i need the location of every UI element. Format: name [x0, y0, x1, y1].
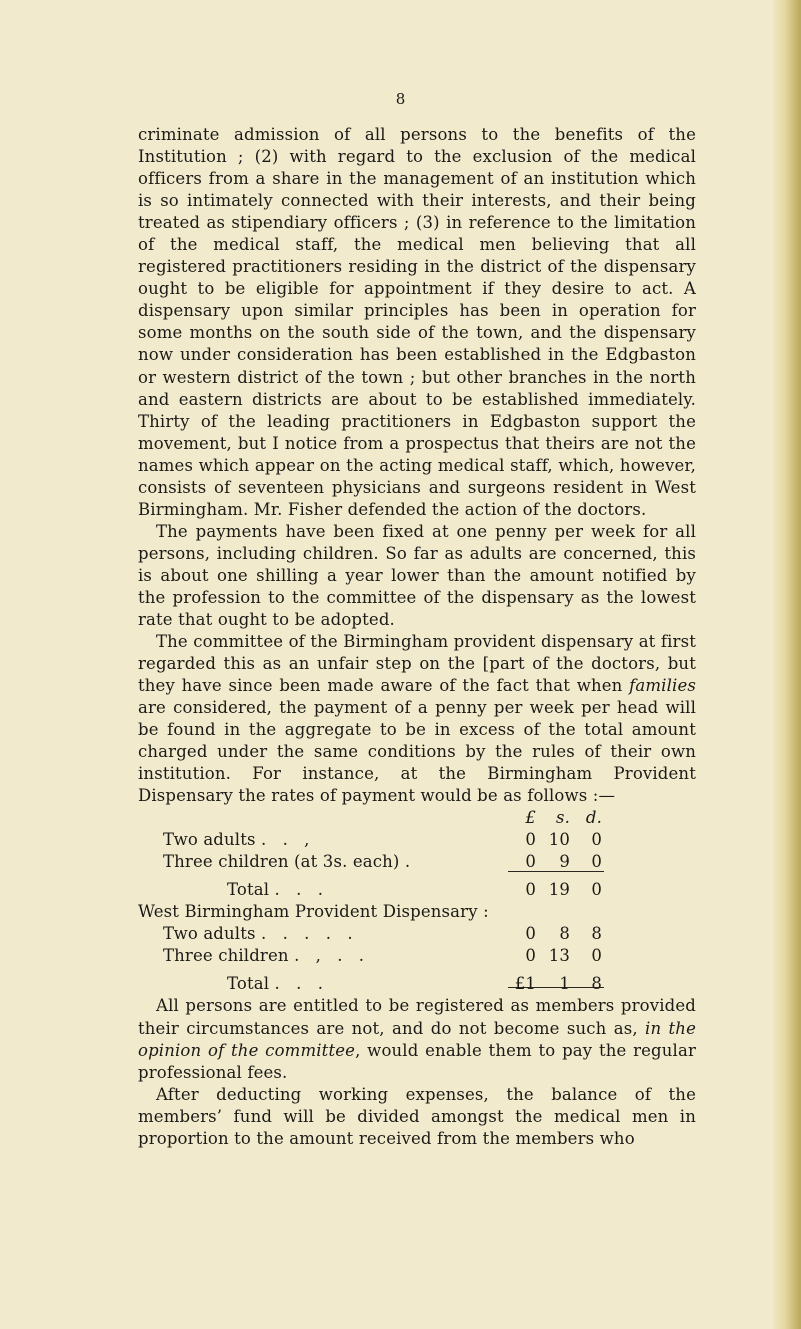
- paragraph-4-text-a: All persons are entitled to be registered as members provided their circumstances are not, and do not become such as,: [138, 996, 696, 1038]
- row-shillings: 10: [548, 830, 570, 850]
- paragraph-4-text-b: , would enable them to pay the regular professional fees.: [138, 1040, 696, 1082]
- total-pounds: 0: [525, 880, 536, 900]
- total-pounds: £1: [514, 974, 536, 994]
- row-shillings: 8: [559, 924, 570, 944]
- row-pounds: 0: [525, 924, 536, 944]
- row-pounds: 0: [525, 946, 536, 966]
- table-header-row: [138, 807, 696, 829]
- paragraph-2: The payments have been fixed at one penny per week for all persons, including children. So far as adults are concerned, this is about one shilling a year lower than the amount notified by the profession to the committee of the dispensary as the lowest rate that ought to be adopted.: [138, 521, 696, 630]
- row-label: Three children . , . .: [163, 946, 365, 966]
- paragraph-5: After deducting working expenses, the balance of the members’ fund will be divided amongst the medical men in proportion to the amount received from the members who: [138, 1084, 696, 1148]
- table-row: [138, 923, 696, 945]
- total-label: Total . . .: [227, 974, 324, 994]
- header-shillings: s.: [555, 808, 570, 828]
- table-row: [138, 851, 696, 873]
- section-label-row: [138, 901, 696, 923]
- total-label: Total . . .: [227, 880, 324, 900]
- total-shillings: 1: [559, 974, 570, 994]
- total-shillings: 19: [548, 880, 570, 900]
- header-pounds: £: [525, 808, 536, 828]
- paragraph-4-emphasis: in the opinion of the committee: [138, 1018, 696, 1060]
- row-label: Three children (at 3s. each) .: [163, 852, 411, 872]
- row-pence: 0: [591, 830, 602, 850]
- row-label: Two adults . . . . .: [163, 924, 353, 944]
- paragraph-3-emphasis: families: [629, 676, 696, 696]
- total-row: [138, 879, 696, 901]
- paragraph-4: [138, 995, 696, 1083]
- section-label: West Birmingham Provident Dispensary :: [138, 902, 489, 922]
- row-pence: 0: [591, 852, 602, 872]
- body-text: [138, 124, 696, 1150]
- subtotal-rule: [508, 871, 604, 872]
- row-label: Two adults . . ,: [163, 830, 310, 850]
- row-shillings: 13: [548, 946, 570, 966]
- row-pence: 8: [591, 924, 602, 944]
- row-pounds: 0: [525, 830, 536, 850]
- paragraph-3-text-b: are considered, the payment of a penny per week per head will be found in the aggregate to be in excess of the total amount charged under the same conditions by the rules of their own institution. For instance, at the Birmingham Provident Dispensary the rates of payment would be as follows :—: [138, 698, 696, 806]
- table-row: [138, 829, 696, 851]
- page-edge-shadow: [773, 0, 801, 1329]
- paragraph-3: [138, 631, 696, 807]
- page-number: 8: [395, 90, 406, 108]
- header-pence: d.: [585, 808, 602, 828]
- table-row: [138, 945, 696, 967]
- paragraph-3-text-a: The committee of the Birmingham provident dispensary at first regarded this as an unfair step on the [part of the doctors, but they have since been made aware of the fact that when: [138, 632, 696, 696]
- total-row: [138, 973, 696, 995]
- paragraph-1: criminate admission of all persons to the benefits of the Institution ; (2) with regard to the exclusion of the medical officers from a share in the management of an institution which is so intimately connected with their interests, and their being treated as stipendiary officers ; (3) in reference to the limitation of the medical staff, the medical men believing that all registered practitioners residing in the district of the dispensary ought to be eligible for appointment if they desire to act. A dispensary upon similar principles has been in operation for some months on the south side of the town, and the dispensary now under consideration has been established in the Edgbaston or western district of the town ; but other branches in the north and eastern districts are about to be established immediately. Thirty of the leading practitioners in Edgbaston support the movement, but I notice from a prospectus that theirs are not the names which appear on the acting medical staff, which, however, consists of seventeen physicians and surgeons resident in West Birmingham. Mr. Fisher defended the action of the doctors.: [138, 125, 696, 519]
- payment-table: [138, 807, 696, 995]
- row-shillings: 9: [559, 852, 570, 872]
- row-pence: 0: [591, 946, 602, 966]
- total-pence: 8: [591, 974, 602, 994]
- row-pounds: 0: [525, 852, 536, 872]
- total-pence: 0: [591, 880, 602, 900]
